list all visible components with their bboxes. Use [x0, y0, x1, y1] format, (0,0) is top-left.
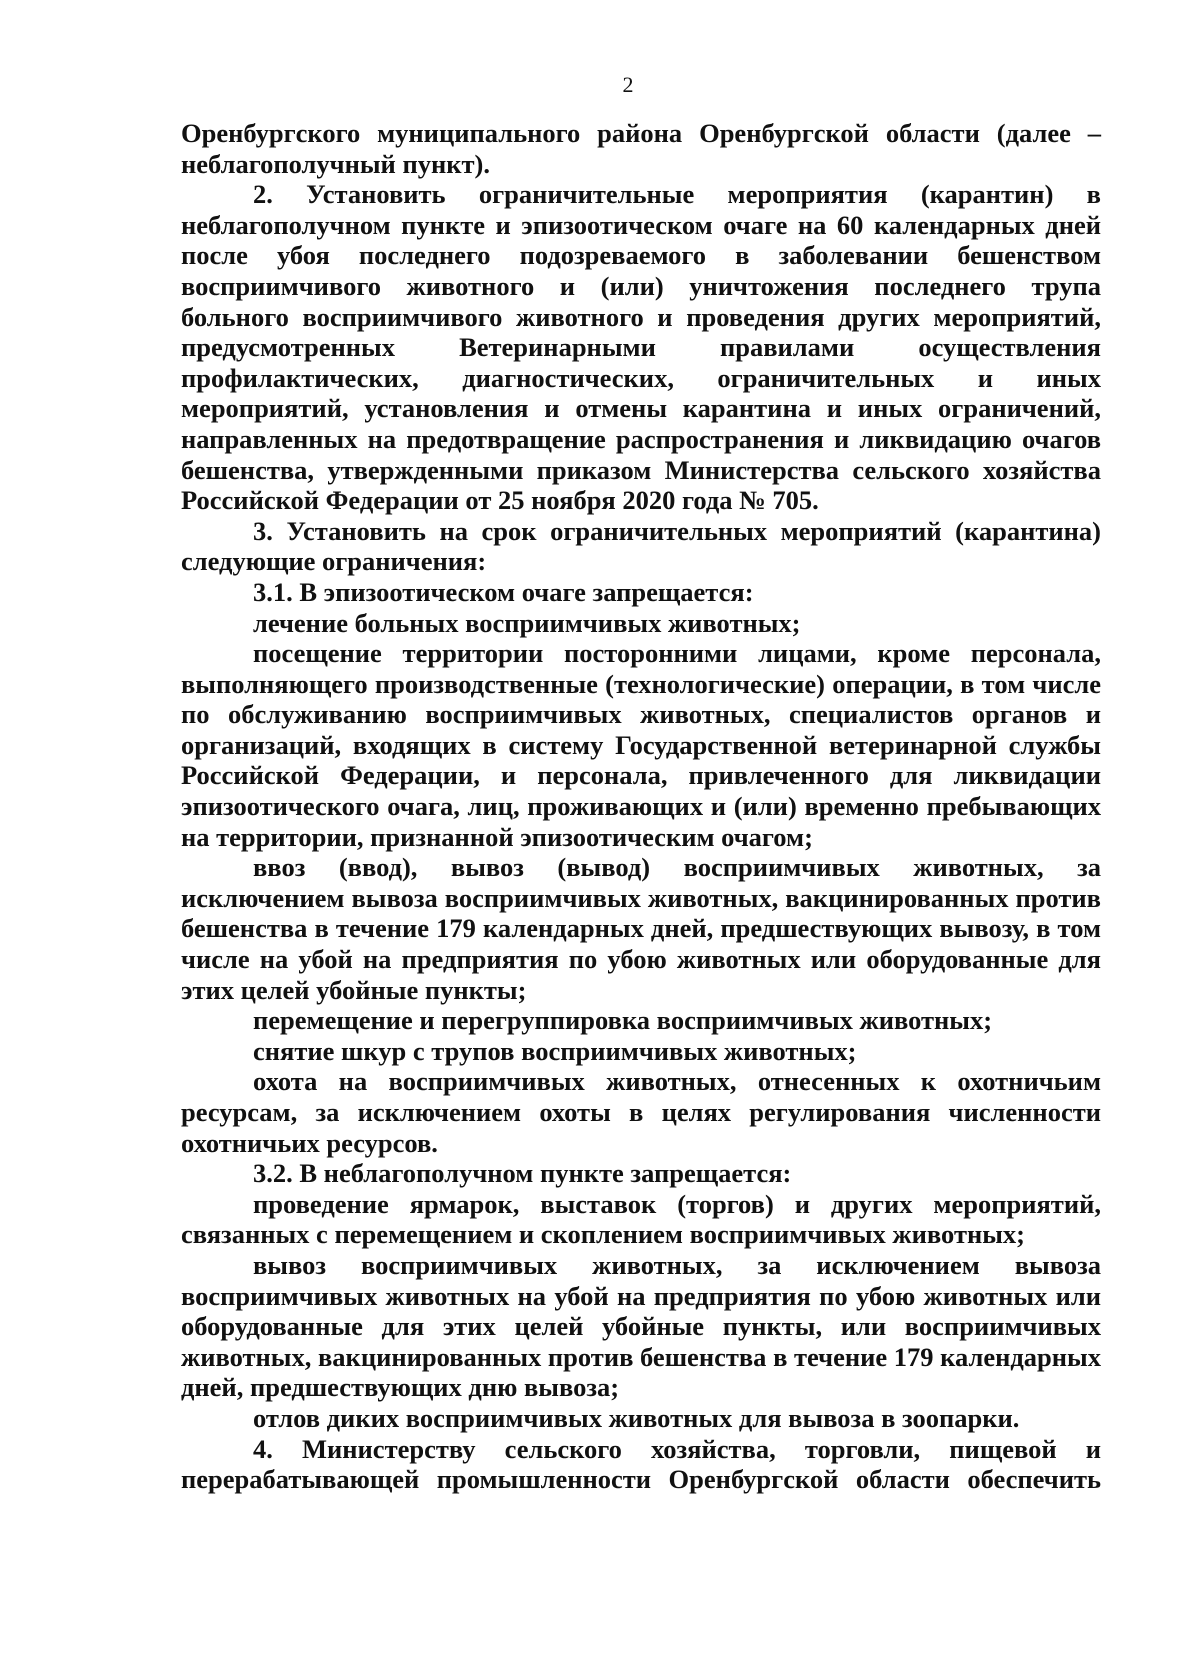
paragraph-continuation: Оренбургского муниципального района Оренбургской области (далее – неблагополучный пункт). [181, 118, 1101, 179]
paragraph-restriction: проведение ярмарок, выставок (торгов) и других мероприятий, связанных с перемещением и скоплением восприимчивых животных; [181, 1188, 1101, 1250]
paragraph-restriction: отлов диких восприимчивых животных для вывоза в зоопарки. [253, 1402, 1020, 1433]
paragraph-item-4: 4. Министерству сельского хозяйства, торговли, пищевой и перерабатывающей промышленности Оренбургской области обеспечить [181, 1433, 1101, 1495]
paragraph-restriction: перемещение и перегруппировка восприимчивых животных; [253, 1005, 993, 1036]
document-body [181, 118, 1101, 1495]
paragraph-restriction: лечение больных восприимчивых животных; [253, 607, 801, 638]
paragraph-item-3-2-heading: 3.2. В неблагополучном пункте запрещается: [253, 1158, 792, 1189]
paragraph-item-3: 3. Установить на срок ограничительных мероприятий (карантина) следующие ограничения: [181, 515, 1101, 577]
paragraph-item-2: 2. Установить ограничительные мероприятия (карантин) в неблагополучном пункте и эпизоотическом очаге на 60 календарных дней после убоя последнего подозреваемого в заболевании бешенством восприимчивого животного и (или) уничтожения последнего трупа больного восприимчивого животного и проведения других мероприятий, предусмотренных Ветеринарными правилами осуществления профилактических, диагностических, ограничительных и иных мероприятий, установления и отмены карантина и иных ограничений, направленных на предотвращение распространения и ликвидацию очагов бешенства, утвержденными приказом Министерства сельского хозяйства Российской Федерации от 25 ноября 2020 года № 705. [181, 179, 1101, 516]
paragraph-restriction: посещение территории посторонними лицами, кроме персонала, выполняющего производственные (технологические) операции, в том числе по обслуживанию восприимчивых животных, специалистов органов и организаций, входящих в систему Государственной ветеринарной службы Российской Федерации, и персонала, привлеченного для ликвидации эпизоотического очага, лиц, проживающих и (или) временно пребывающих на территории, признанной эпизоотическим очагом; [181, 638, 1101, 852]
paragraph-restriction: ввоз (ввод), вывоз (вывод) восприимчивых животных, за исключением вывоза восприимчивых животных, вакцинированных против бешенства в течение 179 календарных дней, предшествующих вывозу, в том числе на убой на предприятия по убою животных или оборудованные для этих целей убойные пункты; [181, 852, 1101, 1005]
paragraph-restriction: снятие шкур с трупов восприимчивых животных; [253, 1035, 857, 1066]
paragraph-item-3-1-heading: 3.1. В эпизоотическом очаге запрещается: [253, 576, 754, 607]
page-number: 2 [622, 72, 634, 97]
paragraph-restriction: вывоз восприимчивых животных, за исключением вывоза восприимчивых животных на убой на предприятия по убою животных или оборудованные для этих целей убойные пункты, или восприимчивых животных, вакцинированных против бешенства в течение 179 календарных дней, предшествующих дню вывоза; [181, 1249, 1101, 1403]
paragraph-restriction: охота на восприимчивых животных, отнесенных к охотничьим ресурсам, за исключением охоты в целях регулирования численности охотничьих ресурсов. [181, 1066, 1101, 1158]
